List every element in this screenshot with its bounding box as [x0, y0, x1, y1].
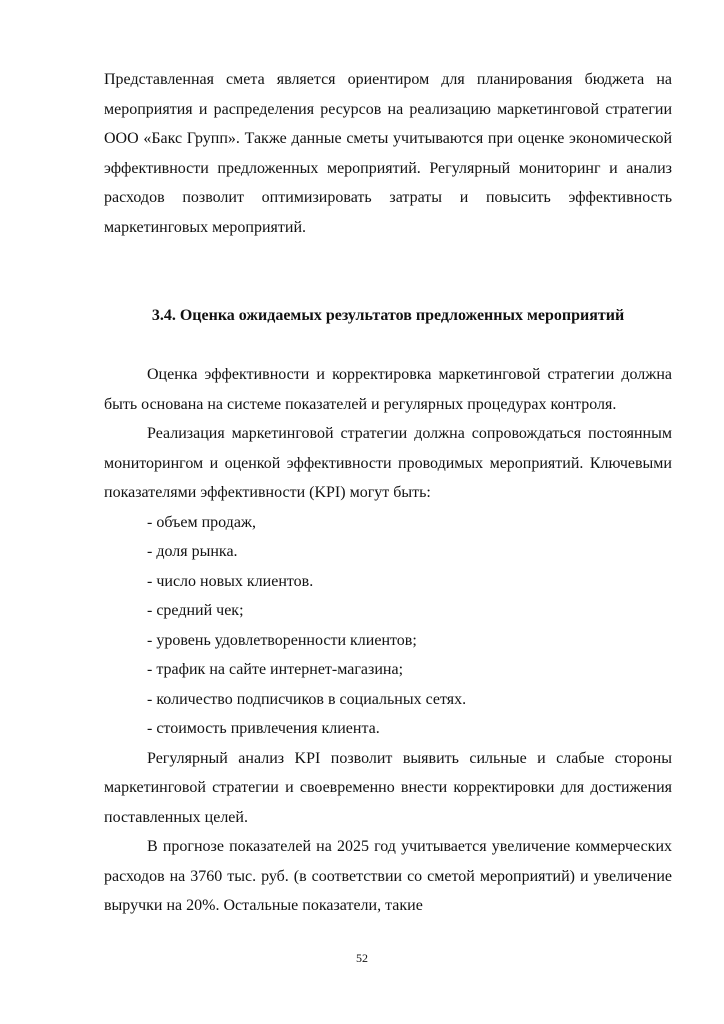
paragraph-kpi-intro: Реализация маркетинговой стратегии должна сопровождаться постоянным мониторингом и оценкой эффективности проводимых мероприятий. Ключевыми показателями эффективности (KPI) могут быть: — [104, 425, 672, 501]
list-item: - стоимость привлечения клиента. — [147, 720, 380, 737]
list-item: - число новых клиентов. — [147, 572, 314, 590]
list-item: - уровень удовлетворенности клиентов; — [147, 631, 417, 649]
paragraph-kpi-analysis: Регулярный анализ KPI позволит выявить сильные и слабые стороны маркетинговой стратегии и своевременно внести корректировки для достижения поставленных целей. — [104, 749, 672, 826]
list-item: - объем продаж, — [147, 513, 256, 531]
page-number: 52 — [356, 951, 368, 965]
paragraph-budget-estimate: Представленная смета является ориентиром для планирования бюджета на мероприятия и распределения ресурсов на реализацию маркетинговой стратегии ООО «Бакс Групп». Также данные сметы учитываются при оценке экономической эффективности предложенных мероприятий. Регулярный мониторинг и анализ расходов позволит оптимизировать затраты и повысить эффективность маркетинговых мероприятий. — [104, 71, 672, 236]
list-item: - количество подписчиков в социальных сетях. — [147, 690, 467, 708]
document-page — [104, 65, 672, 921]
paragraph-evaluation: Оценка эффективности и корректировка маркетинговой стратегии должна быть основана на системе показателей и регулярных процедурах контроля. — [104, 366, 672, 413]
list-item: - средний чек; — [147, 602, 244, 619]
spacer — [104, 331, 672, 361]
list-item: - доля рынка. — [147, 543, 238, 560]
spacer — [104, 242, 672, 301]
list-item: - трафик на сайте интернет-магазина; — [147, 661, 404, 678]
kpi-list — [104, 508, 672, 744]
paragraph-forecast: В прогнозе показателей на 2025 год учитывается увеличение коммерческих расходов на 3760 тыс. руб. (в соответствии со сметой мероприятий) и увеличение выручки на 20%. Остальные показатели, такие — [104, 838, 672, 914]
section-heading: 3.4. Оценка ожидаемых результатов предложенных мероприятий — [151, 307, 625, 324]
